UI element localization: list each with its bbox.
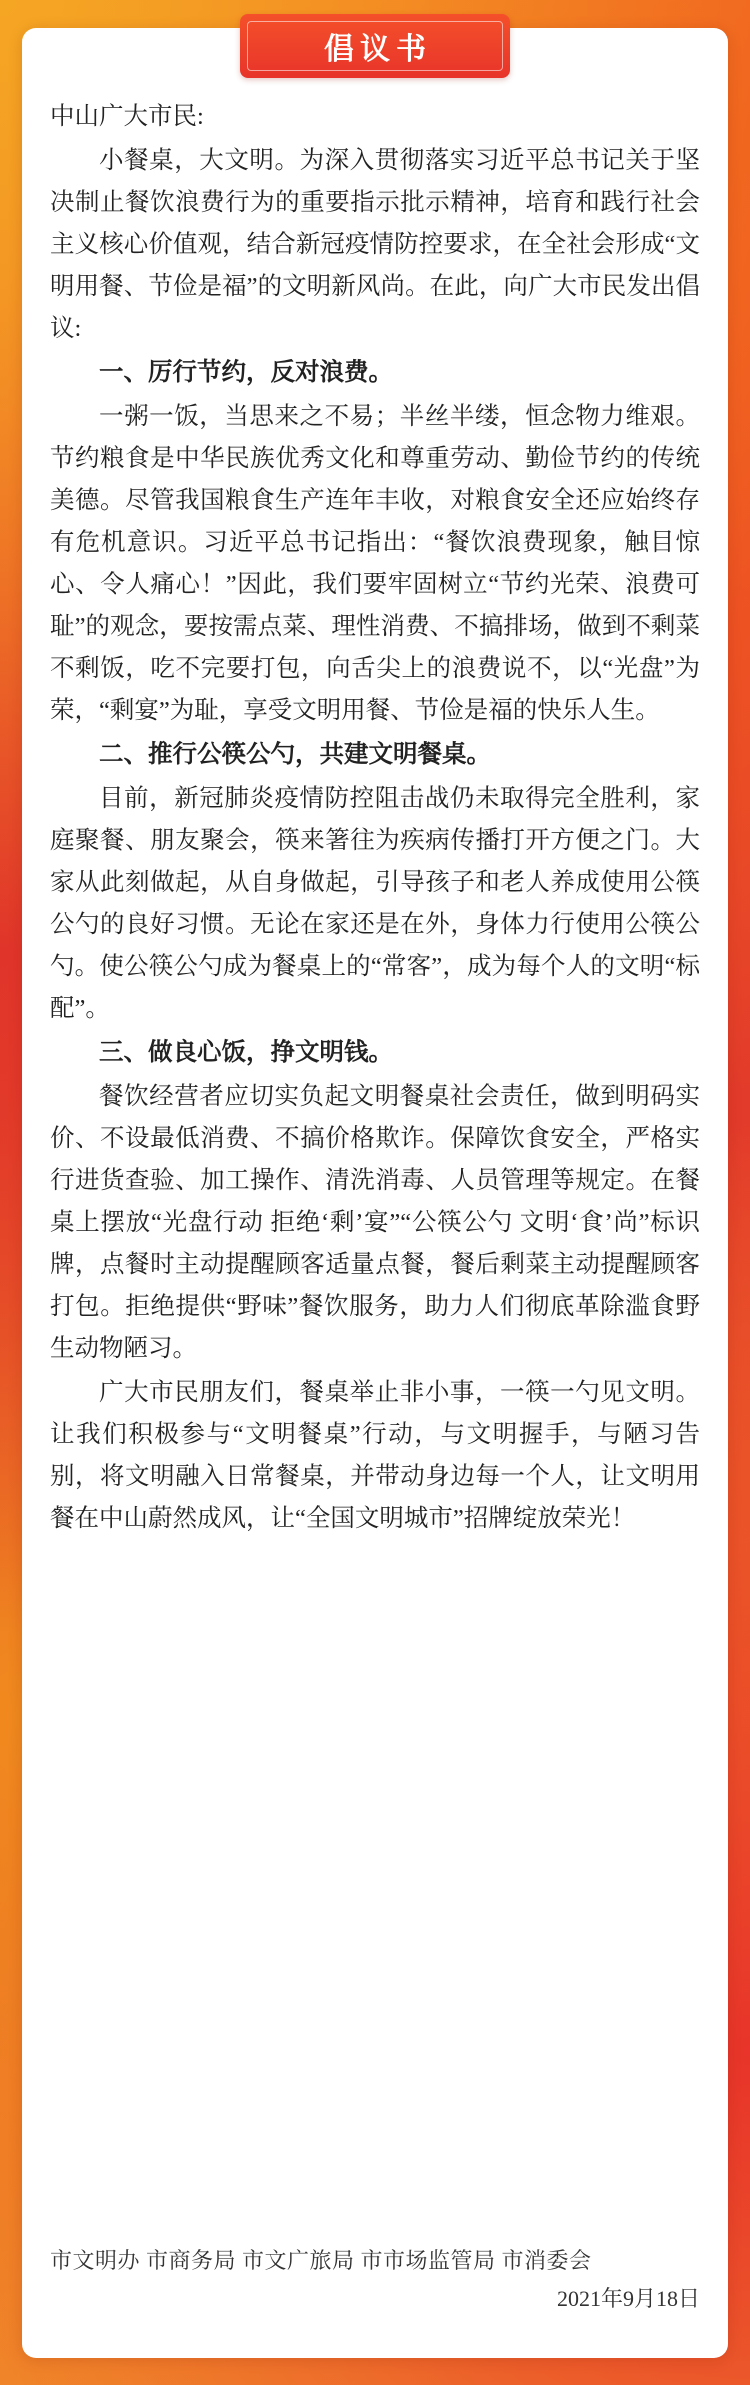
- section-2-heading: 二、推行公筷公勺，共建文明餐桌。: [99, 741, 491, 768]
- intro-paragraph: 小餐桌，大文明。为深入贯彻落实习近平总书记关于坚决制止餐饮浪费行为的重要指示批示精神，培育和践行社会主义核心价值观，结合新冠疫情防控要求，在全社会形成“文明用餐、节俭是福”的文明新风尚。在此，向广大市民发出倡议:: [50, 147, 700, 342]
- issuing-organizations: 市文明办 市商务局 市文广旅局 市市场监管局 市消委会: [50, 2248, 592, 2273]
- document-body: [50, 96, 700, 1542]
- issue-date: 2021年9月18日: [556, 2286, 700, 2311]
- document-footer: [50, 2242, 700, 2318]
- title-plate-inner: [247, 21, 503, 71]
- closing-paragraph: 广大市民朋友们，餐桌举止非小事，一筷一勺见文明。让我们积极参与“文明餐桌”行动，与文明握手，与陋习告别，将文明融入日常餐桌，并带动身边每一个人，让文明用餐在中山蔚然成风，让“全国文明城市”招牌绽放荣光！: [50, 1379, 700, 1532]
- page-title: 倡议书: [324, 33, 432, 66]
- section-1-heading: 一、厉行节约，反对浪费。: [99, 359, 393, 386]
- section-1-paragraph: 一粥一饭，当思来之不易；半丝半缕，恒念物力维艰。节约粮食是中华民族优秀文化和尊重劳动、勤俭节约的传统美德。尽管我国粮食生产连年丰收，对粮食安全还应始终存有危机意识。习近平总书记指出：“餐饮浪费现象，触目惊心、令人痛心！”因此，我们要牢固树立“节约光荣、浪费可耻”的观念，要按需点菜、理性消费、不搞排场，做到不剩菜不剩饭，吃不完要打包，向舌尖上的浪费说不，以“光盘”为荣，“剩宴”为耻，享受文明用餐、节俭是福的快乐人生。: [50, 403, 700, 724]
- document-card: [22, 28, 728, 2358]
- title-plate: [240, 14, 510, 78]
- section-3-paragraph: 餐饮经营者应切实负起文明餐桌社会责任，做到明码实价、不设最低消费、不搞价格欺诈。保障饮食安全，严格实行进货查验、加工操作、清洗消毒、人员管理等规定。在餐桌上摆放“光盘行动 拒绝‘剩’宴”“公筷公勺 文明‘食’尚”标识牌，点餐时主动提醒顾客适量点餐，餐后剩菜主动提醒顾客打包。拒绝提供“野味”餐饮服务，助力人们彻底革除滥食野生动物陋习。: [50, 1083, 700, 1362]
- salutation: 中山广大市民:: [50, 103, 204, 130]
- section-2-paragraph: 目前，新冠肺炎疫情防控阻击战仍未取得完全胜利，家庭聚餐、朋友聚会，筷来箸往为疾病传播打开方便之门。大家从此刻做起，从自身做起，引导孩子和老人养成使用公筷公勺的良好习惯。无论在家还是在外，身体力行使用公筷公勺。使公筷公勺成为餐桌上的“常客”，成为每个人的文明“标配”。: [50, 785, 700, 1022]
- section-3-heading: 三、做良心饭，挣文明钱。: [99, 1039, 393, 1066]
